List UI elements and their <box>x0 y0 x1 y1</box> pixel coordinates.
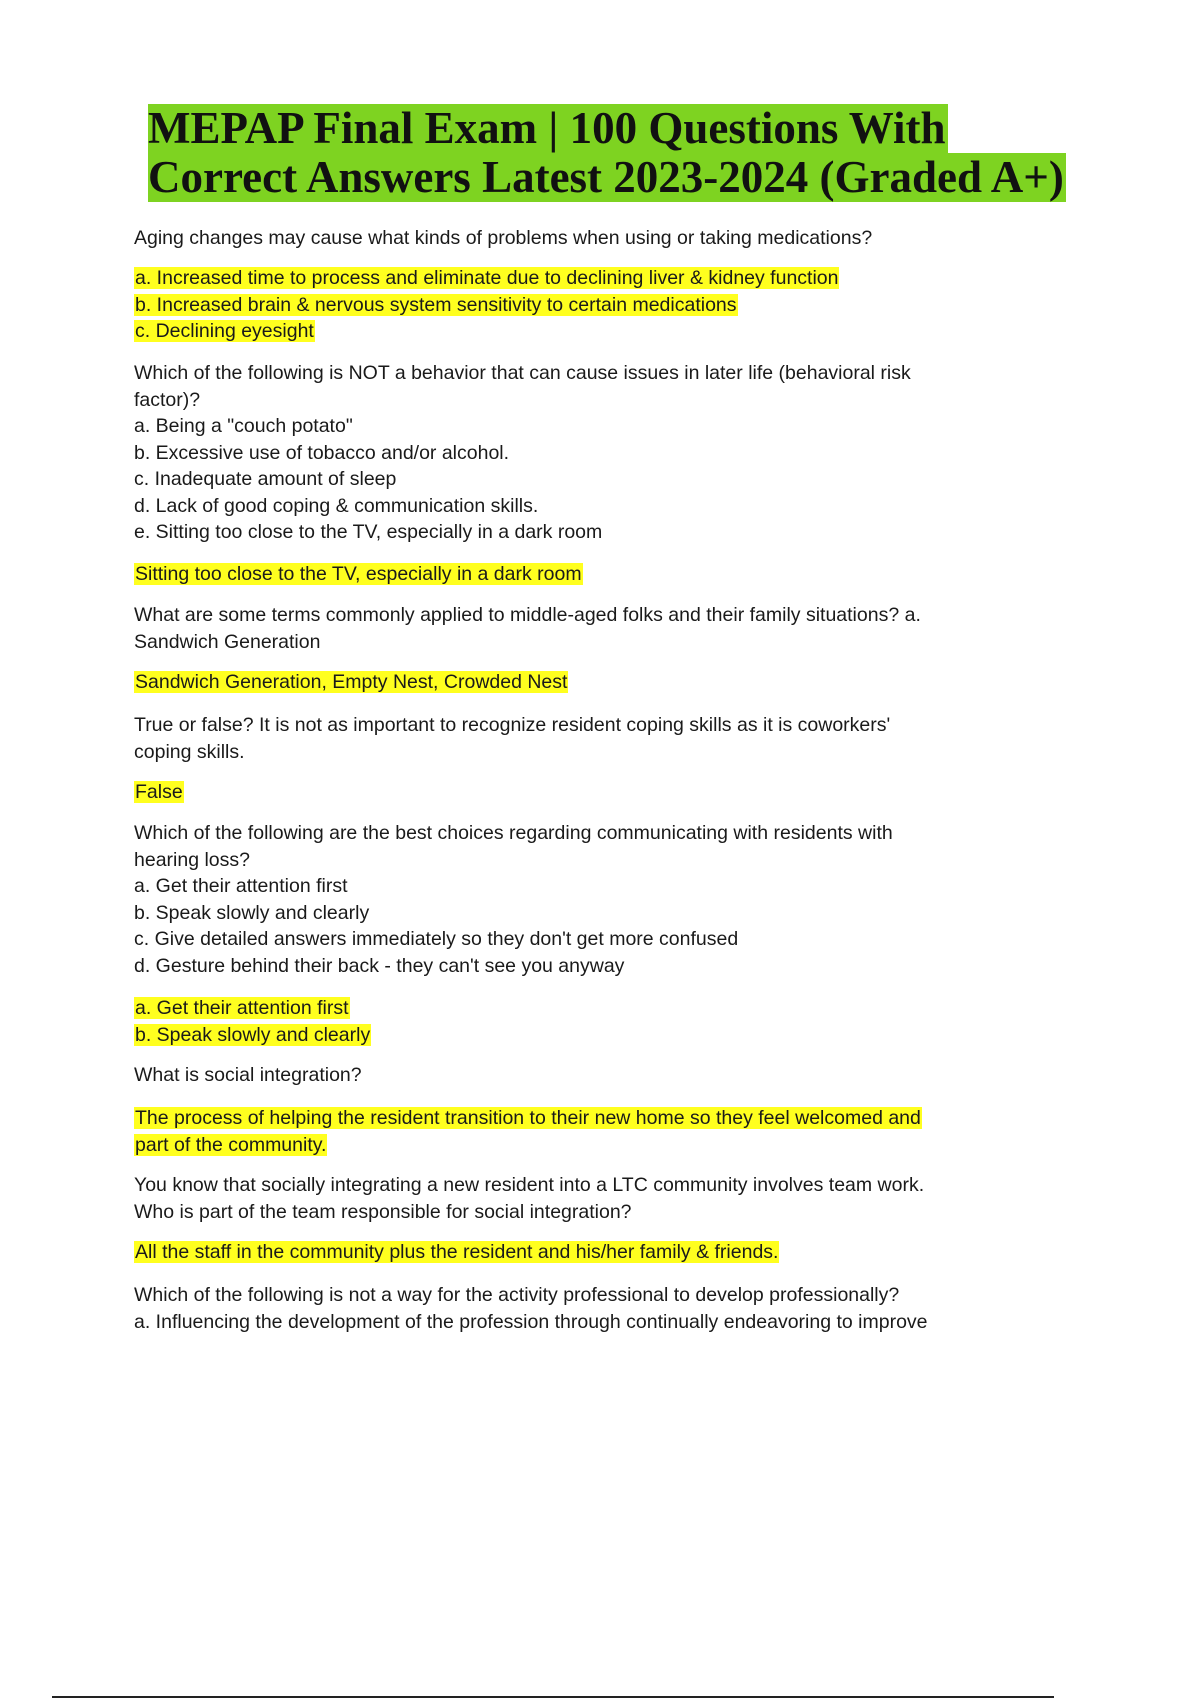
highlighted-answer-line: The process of helping the resident transition to their new home so they feel welcomed and <box>135 1107 921 1129</box>
question-line: Which of the following is not a way for the activity professional to develop professionally? <box>134 1284 900 1306</box>
question-line: Who is part of the team responsible for social integration? <box>134 1200 632 1223</box>
highlighted-answer-line: Sitting too close to the TV, especially in a dark room <box>135 563 582 585</box>
question-text <box>134 1172 924 1225</box>
highlighted-answer-line: part of the community. <box>135 1133 327 1156</box>
question-text <box>134 1062 362 1089</box>
question-line: What are some terms commonly applied to middle-aged folks and their family situations? a. <box>134 604 921 626</box>
question-line: d. Lack of good coping & communication skills. <box>134 494 539 517</box>
question-text <box>134 602 921 655</box>
highlighted-answer-line: b. Increased brain & nervous system sensitivity to certain medications <box>135 293 737 316</box>
question-text <box>134 1282 928 1335</box>
document-title <box>148 104 1066 202</box>
answer-text <box>134 265 839 345</box>
highlighted-answer-line: c. Declining eyesight <box>135 320 314 342</box>
answer-text <box>134 1239 779 1266</box>
question-line: d. Gesture behind their back - they can't see you anyway <box>134 954 625 977</box>
question-line: coping skills. <box>134 740 245 763</box>
answer-text <box>134 561 583 588</box>
answer-text <box>134 779 184 806</box>
page-footer-rule <box>52 1696 1054 1698</box>
question-line: You know that socially integrating a new resident into a LTC community involves team work. <box>134 1174 925 1196</box>
answer-text <box>134 669 568 696</box>
answer-text <box>134 995 371 1048</box>
question-text <box>134 820 893 979</box>
question-line: b. Speak slowly and clearly <box>134 901 370 924</box>
question-line: Which of the following is NOT a behavior that can cause issues in later life (behavioral risk <box>134 362 911 384</box>
question-line: a. Get their attention first <box>134 875 348 897</box>
title-line: Correct Answers Latest 2023-2024 (Graded A+) <box>148 152 1064 202</box>
highlighted-answer-line: All the staff in the community plus the resident and his/her family & friends. <box>135 1241 779 1263</box>
question-text <box>134 360 911 546</box>
question-line: hearing loss? <box>134 848 250 871</box>
question-line: b. Excessive use of tobacco and/or alcohol. <box>134 441 510 464</box>
question-line: a. Influencing the development of the profession through continually endeavoring to improve <box>134 1310 928 1333</box>
question-line: Aging changes may cause what kinds of problems when using or taking medications? <box>134 227 873 249</box>
highlighted-answer-line: b. Speak slowly and clearly <box>135 1023 371 1046</box>
question-text <box>134 712 890 765</box>
question-line: Sandwich Generation <box>134 630 321 653</box>
question-text <box>134 225 872 252</box>
answer-text <box>134 1105 922 1158</box>
title-line: MEPAP Final Exam | 100 Questions With <box>148 103 946 153</box>
question-line: Which of the following are the best choices regarding communicating with residents with <box>134 822 893 844</box>
question-line: What is social integration? <box>134 1064 362 1086</box>
highlighted-answer-line: a. Increased time to process and eliminate due to declining liver & kidney function <box>135 267 839 289</box>
question-line: e. Sitting too close to the TV, especially in a dark room <box>134 521 603 543</box>
highlighted-answer-line: False <box>135 781 183 803</box>
question-line: c. Give detailed answers immediately so they don't get more confused <box>134 928 739 950</box>
question-line: c. Inadequate amount of sleep <box>134 468 397 490</box>
highlighted-answer-line: a. Get their attention first <box>135 997 349 1019</box>
highlighted-answer-line: Sandwich Generation, Empty Nest, Crowded Nest <box>135 671 568 693</box>
question-line: a. Being a "couch potato" <box>134 415 353 437</box>
question-line: factor)? <box>134 388 201 411</box>
question-line: True or false? It is not as important to recognize resident coping skills as it is coworkers' <box>134 714 891 736</box>
